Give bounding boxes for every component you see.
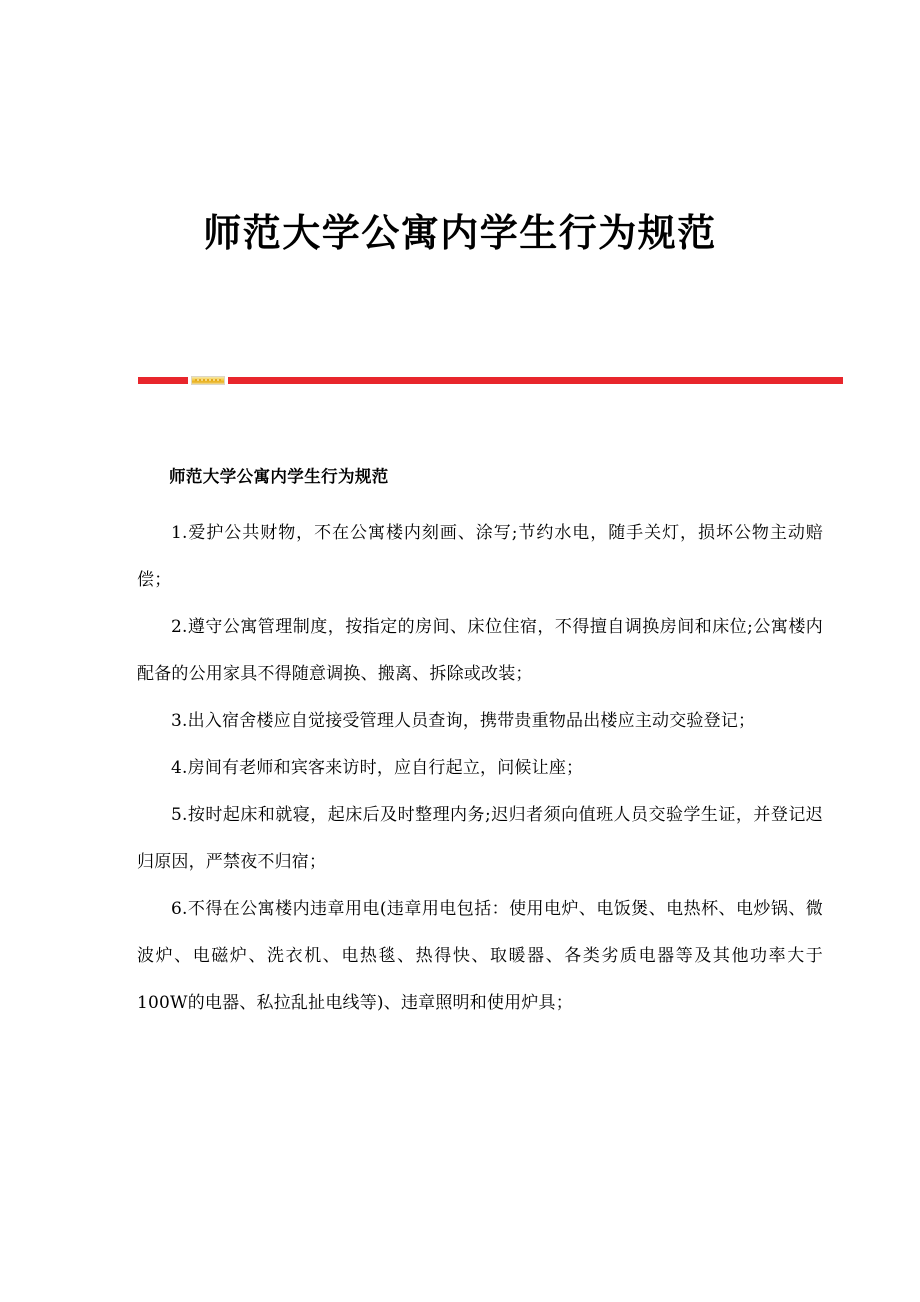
page-title: 师范大学公寓内学生行为规范 <box>203 210 717 255</box>
rule-paragraph-3: 3.出入宿舍楼应自觉接受管理人员查询，携带贵重物品出楼应主动交验登记； <box>171 711 756 731</box>
rule-paragraph-1: 1.爱护公共财物，不在公寓楼内刻画、涂写;节约水电，随手关灯，损坏公物主动赔偿； <box>137 523 823 590</box>
rule-paragraph-2: 2.遵守公寓管理制度，按指定的房间、床位住宿，不得擅自调换房间和床位;公寓楼内配备的公用家具不得随意调换、搬离、拆除或改装； <box>137 617 823 684</box>
document-body <box>137 462 823 1027</box>
decorative-divider <box>138 374 843 388</box>
gold-diamond-ornament <box>191 376 225 385</box>
section-heading: 师范大学公寓内学生行为规范 <box>169 467 389 486</box>
divider-line <box>138 377 843 384</box>
rule-paragraph-5: 5.按时起床和就寝，起床后及时整理内务;迟归者须向值班人员交验学生证，并登记迟归原因，严禁夜不归宿； <box>137 805 823 872</box>
rule-paragraph-6: 6.不得在公寓楼内违章用电(违章用电包括：使用电炉、电饭煲、电热杯、电炒锅、微波炉、电磁炉、洗衣机、电热毯、热得快、取暖器、各类劣质电器等及其他功率大于100W的电器、私拉乱扯电线等)、违章照明和使用炉具； <box>137 899 823 1013</box>
rule-paragraph-4: 4.房间有老师和宾客来访时，应自行起立，问候让座； <box>171 758 584 778</box>
